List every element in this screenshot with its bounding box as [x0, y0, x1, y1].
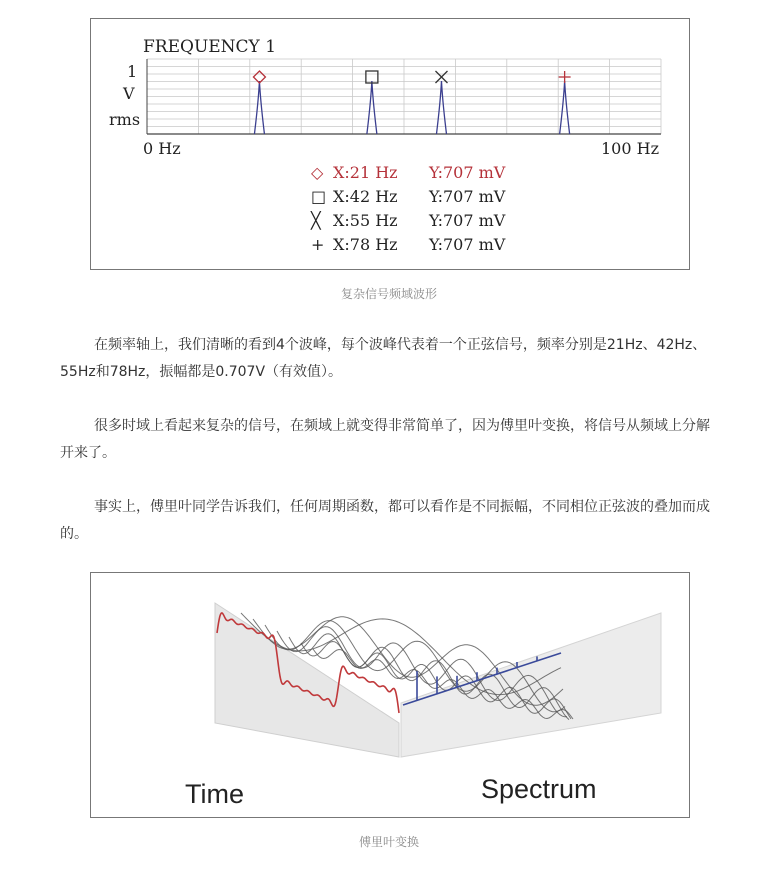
readout-x: X:78 Hz	[333, 235, 398, 254]
readout-symbol: ╳	[311, 211, 321, 230]
y-axis-label-v: V	[123, 84, 135, 103]
figure2-caption: 傅里叶变换	[358, 835, 419, 849]
spectrum-label: Spectrum	[481, 774, 597, 804]
marker-readouts	[310, 163, 506, 254]
readout-x: X:21 Hz	[333, 163, 398, 182]
readout-y: Y:707 mV	[429, 235, 506, 254]
plot-grid	[147, 59, 661, 134]
time-plane	[215, 603, 399, 757]
y-axis-label-1: 1	[127, 62, 138, 81]
readout-y: Y:707 mV	[429, 211, 506, 230]
x-axis-start-label: 0 Hz	[143, 139, 181, 158]
y-axis-label-rms: rms	[109, 110, 141, 129]
frequency-plot	[91, 19, 689, 269]
frequency-plot-figure	[90, 18, 690, 270]
readout-symbol: +	[311, 235, 325, 254]
fourier-illustration	[91, 573, 689, 817]
paragraph-1: 在频率轴上，我们清晰的看到4个波峰，每个波峰代表着一个正弦信号，频率分别是21Hz、42Hz、55Hz和78Hz，振幅都是0.707V（有效值）。	[60, 337, 707, 380]
readout-symbol: □	[311, 187, 327, 206]
readout-y: Y:707 mV	[429, 163, 506, 182]
readout-symbol: ◇	[311, 163, 324, 182]
time-label: Time	[185, 779, 244, 809]
readout-x: X:42 Hz	[333, 187, 398, 206]
paragraph-2: 很多时域上看起来复杂的信号，在频域上就变得非常简单了，因为傅里叶变换，将信号从频域上分解开来了。	[60, 418, 710, 461]
paragraph-3: 事实上，傅里叶同学告诉我们，任何周期函数，都可以看作是不同振幅，不同相位正弦波的叠加而成的。	[60, 499, 710, 542]
figure1-caption: 复杂信号频域波形	[340, 287, 437, 301]
readout-x: X:55 Hz	[333, 211, 398, 230]
plot-title: FREQUENCY 1	[143, 37, 277, 57]
readout-y: Y:707 mV	[429, 187, 506, 206]
fourier-transform-figure	[90, 572, 690, 818]
x-axis-end-label: 100 Hz	[601, 139, 660, 158]
